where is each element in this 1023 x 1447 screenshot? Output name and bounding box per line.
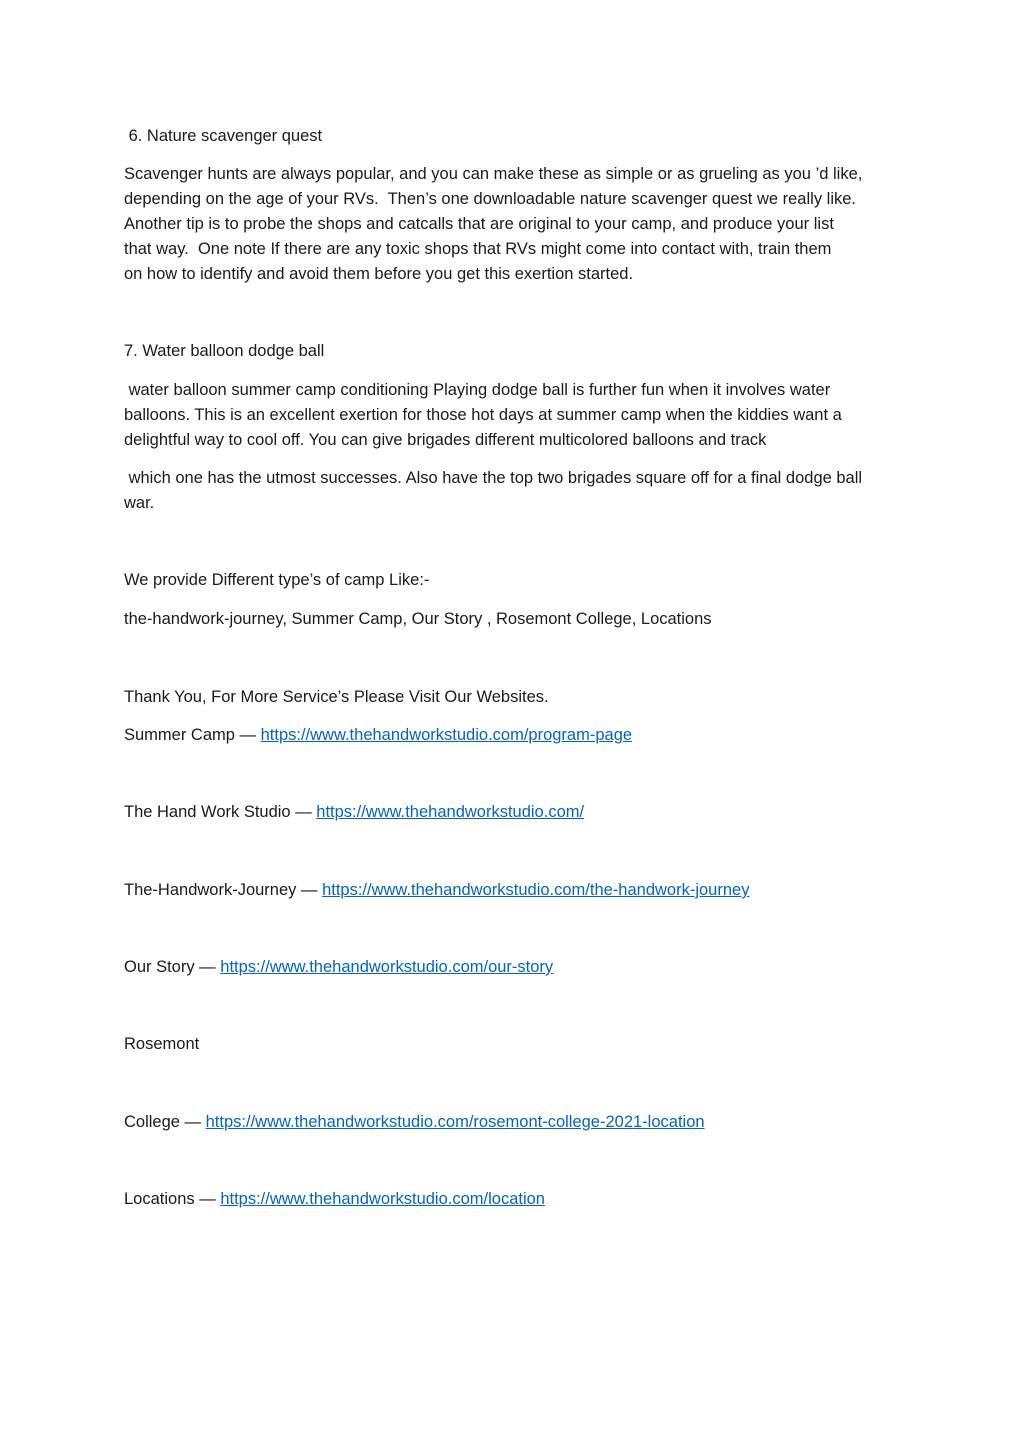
paragraph-line: Another tip is to probe the shops and catcalls that are original to your camp, and produce your list: [124, 215, 834, 233]
rosemont-college-link[interactable]: https://www.thehandworkstudio.com/rosemont-college-2021-location: [205, 1113, 705, 1131]
paragraph-line: balloons. This is an excellent exertion for those hot days at summer camp when the kiddies want a: [124, 406, 842, 424]
paragraph-line: on how to identify and avoid them before you get this exertion started.: [124, 265, 634, 283]
college-link-row: [124, 1110, 904, 1135]
link-label: Locations —: [124, 1190, 221, 1208]
our-story-link-row: [124, 955, 904, 980]
section-6-paragraph: [124, 162, 904, 287]
hand-work-studio-link[interactable]: https://www.thehandworkstudio.com/: [316, 803, 585, 821]
section-7-heading: 7. Water balloon dodge ball: [124, 342, 325, 360]
paragraph-line: water balloon summer camp conditioning Playing dodge ball is further fun when it involves water: [124, 381, 831, 399]
paragraph-line: war.: [124, 494, 155, 512]
locations-link[interactable]: https://www.thehandworkstudio.com/location: [220, 1190, 545, 1208]
rosemont-text: Rosemont: [124, 1035, 200, 1053]
link-label: The-Handwork-Journey —: [124, 881, 323, 899]
handwork-journey-link-row: [124, 878, 904, 903]
camps-intro: We provide Different type’s of camp Like:-: [124, 571, 430, 589]
paragraph-line: delightful way to cool off. You can give brigades different multicolored balloons and track: [124, 431, 767, 449]
link-label: Summer Camp —: [124, 726, 261, 744]
paragraph-line: Scavenger hunts are always popular, and you can make these as simple or as grueling as you ’d like,: [124, 165, 863, 183]
paragraph-line: depending on the age of your RVs. Then’s one downloadable nature scavenger quest we really like.: [124, 190, 856, 208]
section-6-heading: 6. Nature scavenger quest: [124, 127, 323, 145]
section-7-paragraph-1: [124, 378, 904, 453]
hand-work-studio-link-row: [124, 800, 904, 825]
our-story-link[interactable]: https://www.thehandworkstudio.com/our-story: [220, 958, 554, 976]
camps-list: the-handwork-journey, Summer Camp, Our Story , Rosemont College, Locations: [124, 610, 712, 628]
summer-camp-link-row: [124, 723, 904, 748]
locations-link-row: [124, 1187, 904, 1212]
paragraph-line: that way. One note If there are any toxic shops that RVs might come into contact with, train them: [124, 240, 832, 258]
link-label: The Hand Work Studio —: [124, 803, 317, 821]
link-label: College —: [124, 1113, 206, 1131]
handwork-journey-link[interactable]: https://www.thehandworkstudio.com/the-handwork-journey: [322, 881, 750, 899]
link-label: Our Story —: [124, 958, 221, 976]
summer-camp-link[interactable]: https://www.thehandworkstudio.com/program-page: [260, 726, 633, 744]
section-7-paragraph-2: [124, 466, 904, 516]
paragraph-line: which one has the utmost successes. Also have the top two brigades square off for a final dodge ball: [124, 469, 863, 487]
thanks-text: Thank You, For More Service’s Please Visit Our Websites.: [124, 688, 549, 706]
